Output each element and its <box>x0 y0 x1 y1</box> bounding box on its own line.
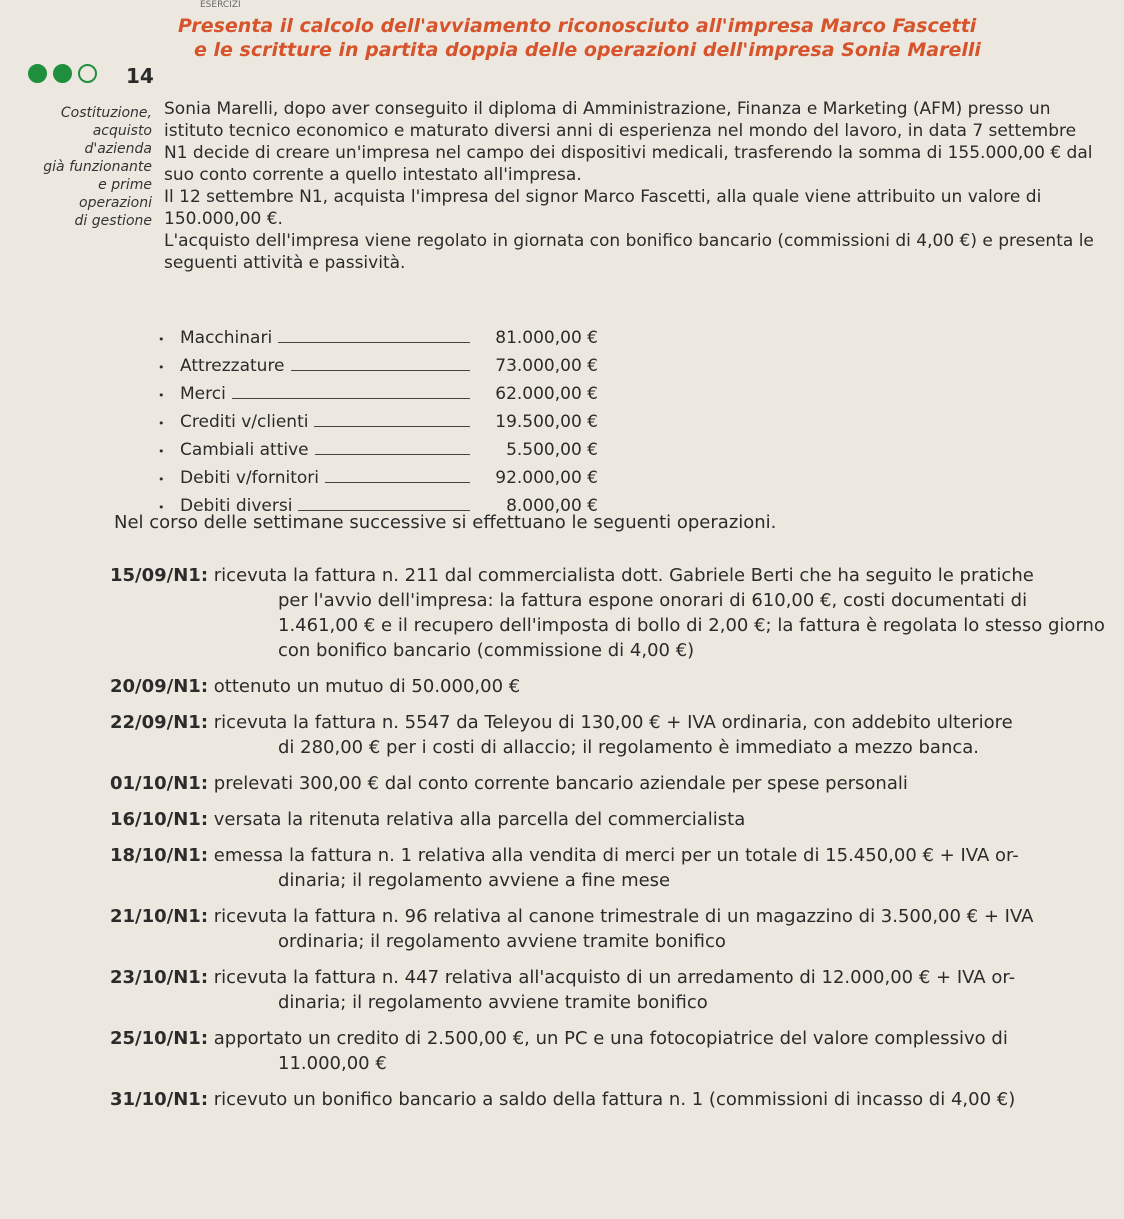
item-value: 5.500,00 € <box>506 440 598 460</box>
item-value: 73.000,00 € <box>495 356 598 376</box>
operation-date: 31/10/N1: <box>110 1089 209 1110</box>
operation-text: ricevuto un bonifico bancario a saldo della fattura n. 1 (commissioni di incasso di 4,00 €) <box>213 1089 1016 1110</box>
operation-item <box>110 965 1110 1015</box>
leader-line <box>291 370 470 371</box>
operation-item <box>110 807 1110 832</box>
operation-text-continued: dinaria; il regolamento avviene tramite bonifico <box>278 992 708 1013</box>
item-label: Macchinari <box>180 328 273 348</box>
top-running-header: ESERCIZI <box>200 0 241 10</box>
leader-line <box>298 510 470 511</box>
operation-text: versata la ritenuta relativa alla parcella del commercialista <box>213 809 746 830</box>
operation-text: ottenuto un mutuo di 50.000,00 € <box>213 676 521 697</box>
operation-date: 23/10/N1: <box>110 967 209 988</box>
operations-list <box>110 563 1110 1123</box>
assets-liabilities-list <box>158 328 598 524</box>
intro-text <box>164 98 1104 274</box>
title-line: Presenta il calcolo dell'avviamento riconosciuto all'impresa Marco Fascetti <box>178 15 977 37</box>
bullet-icon: • <box>158 361 165 374</box>
leader-line <box>315 454 470 455</box>
item-label: Attrezzature <box>180 356 285 376</box>
sidebar-line: d'azienda <box>84 141 152 157</box>
leader-line <box>325 482 470 483</box>
item-label: Merci <box>180 384 226 404</box>
operations-intro: Nel corso delle settimane successive si effettuano le seguenti operazioni. <box>114 512 777 533</box>
operation-date: 16/10/N1: <box>110 809 209 830</box>
bullet-icon: • <box>158 417 165 430</box>
leader-line <box>232 398 470 399</box>
operation-text-continued: di 280,00 € per i costi di allaccio; il regolamento è immediato a mezzo banca. <box>278 737 980 758</box>
bullet-icon: • <box>158 333 165 346</box>
sidebar-topic-note <box>0 104 152 230</box>
item-label: Debiti v/fornitori <box>180 468 319 488</box>
intro-paragraph: Sonia Marelli, dopo aver conseguito il diploma di Amministrazione, Finanza e Marketing (AFM) presso un istituto tecnico economico e maturato diversi anni di esperienza nel mondo del lavoro, in data 7 settembre N1 decide di creare un'impresa nel campo dei dispositivi medicali, trasferendo la somma di 155.000,00 € dal suo conto corrente a quello intestato all'impresa. <box>164 99 1093 185</box>
operation-text-continued: 11.000,00 € <box>278 1053 387 1074</box>
operation-date: 01/10/N1: <box>110 773 209 794</box>
operation-text: emessa la fattura n. 1 relativa alla vendita di merci per un totale di 15.450,00 € + IVA or- <box>213 845 1019 866</box>
operation-date: 25/10/N1: <box>110 1028 209 1049</box>
sidebar-line: Costituzione, <box>60 105 152 121</box>
operation-item <box>110 843 1110 893</box>
operation-item <box>110 1026 1110 1076</box>
operation-text: prelevati 300,00 € dal conto corrente bancario aziendale per spese personali <box>213 773 908 794</box>
operation-item <box>110 710 1110 760</box>
sidebar-line: e prime <box>98 177 152 193</box>
operation-item <box>110 674 1110 699</box>
difficulty-dot-empty-icon <box>78 64 97 83</box>
list-item <box>158 440 598 468</box>
sidebar-line: acquisto <box>92 123 152 139</box>
item-label: Debiti diversi <box>180 496 293 516</box>
item-value: 81.000,00 € <box>495 328 598 348</box>
list-item <box>158 384 598 412</box>
list-item <box>158 356 598 384</box>
operation-date: 18/10/N1: <box>110 845 209 866</box>
operation-text: ricevuta la fattura n. 96 relativa al canone trimestrale di un magazzino di 3.500,00 € + IVA <box>213 906 1034 927</box>
leader-line <box>314 426 470 427</box>
intro-paragraph: L'acquisto dell'impresa viene regolato in giornata con bonifico bancario (commissioni di 4,00 €) e presenta le seguenti attività e passività. <box>164 231 1094 273</box>
intro-paragraph: Il 12 settembre N1, acquista l'impresa del signor Marco Fascetti, alla quale viene attribuito un valore di 150.000,00 €. <box>164 187 1042 229</box>
operation-text: ricevuta la fattura n. 5547 da Teleyou di 130,00 € + IVA ordinaria, con addebito ulteriore <box>213 712 1013 733</box>
bullet-icon: • <box>158 501 165 514</box>
operation-text-continued: ordinaria; il regolamento avviene tramite bonifico <box>278 931 726 952</box>
list-item <box>158 412 598 440</box>
sidebar-line: di gestione <box>74 213 152 229</box>
bullet-icon: • <box>158 473 165 486</box>
title-line: e le scritture in partita doppia delle operazioni dell'impresa Sonia Marelli <box>194 39 981 61</box>
difficulty-indicator <box>28 64 97 83</box>
operation-item <box>110 771 1110 796</box>
sidebar-line: già funzionante <box>43 159 152 175</box>
sidebar-line: operazioni <box>79 195 152 211</box>
bullet-icon: • <box>158 445 165 458</box>
item-label: Crediti v/clienti <box>180 412 309 432</box>
bullet-icon: • <box>158 389 165 402</box>
operation-text: ricevuta la fattura n. 211 dal commercialista dott. Gabriele Berti che ha seguito le pratiche <box>213 565 1034 586</box>
operation-date: 20/09/N1: <box>110 676 209 697</box>
difficulty-dot-filled-icon <box>28 64 47 83</box>
item-value: 8.000,00 € <box>506 496 598 516</box>
operation-item <box>110 904 1110 954</box>
operation-item <box>110 1087 1110 1112</box>
item-value: 19.500,00 € <box>495 412 598 432</box>
item-value: 92.000,00 € <box>495 468 598 488</box>
operation-date: 22/09/N1: <box>110 712 209 733</box>
operation-text-continued: dinaria; il regolamento avviene a fine mese <box>278 870 671 891</box>
exercise-title <box>178 14 1108 62</box>
operation-item <box>110 563 1110 663</box>
operation-text-continued: per l'avvio dell'impresa: la fattura espone onorari di 610,00 €, costi documentati di 1.461,00 € e il recupero dell'imposta di bollo di 2,00 €; la fattura è regolata lo stesso giorno con bonifico bancario (commissione di 4,00 €) <box>278 590 1105 661</box>
operation-text: apportato un credito di 2.500,00 €, un PC e una fotocopiatrice del valore complessivo di <box>213 1028 1008 1049</box>
leader-line <box>278 342 470 343</box>
list-item <box>158 328 598 356</box>
item-label: Cambiali attive <box>180 440 309 460</box>
operation-date: 15/09/N1: <box>110 565 209 586</box>
item-value: 62.000,00 € <box>495 384 598 404</box>
exercise-number: 14 <box>126 64 154 88</box>
operation-date: 21/10/N1: <box>110 906 209 927</box>
difficulty-dot-filled-icon <box>53 64 72 83</box>
operation-text: ricevuta la fattura n. 447 relativa all'acquisto di un arredamento di 12.000,00 € + IVA or- <box>213 967 1016 988</box>
list-item <box>158 468 598 496</box>
